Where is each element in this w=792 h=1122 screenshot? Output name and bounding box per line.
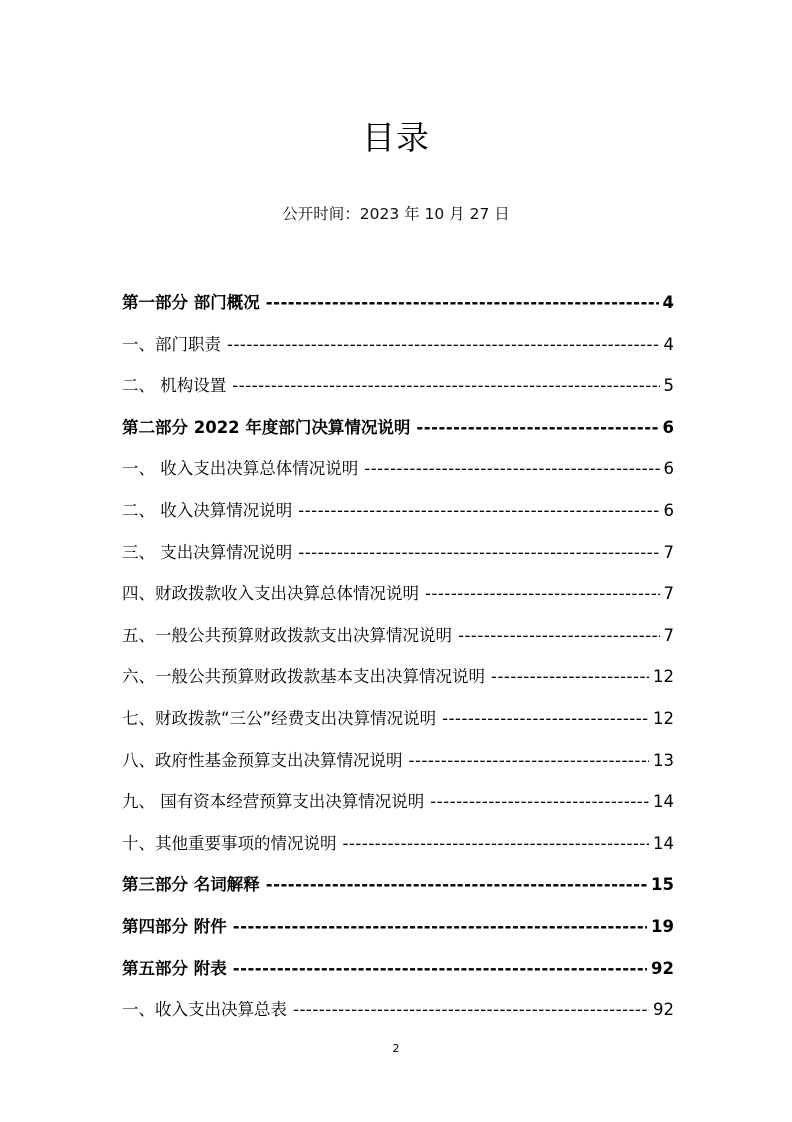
toc-entry-label: 九、 国有资本经营预算支出决算情况说明	[122, 792, 425, 812]
page-number: 2	[392, 1042, 400, 1055]
toc-leader	[298, 496, 659, 526]
toc-leader	[491, 662, 649, 692]
toc-entry-label: 十、其他重要事项的情况说明	[122, 833, 337, 853]
toc-entry-label: 八、政府性基金预算支出决算情况说明	[122, 750, 403, 770]
toc-entry-page: 7	[663, 542, 674, 562]
toc-entry[interactable]	[122, 621, 674, 663]
toc-leader	[298, 538, 659, 568]
toc-entry-page: 6	[662, 417, 674, 437]
toc-entry[interactable]	[122, 954, 674, 996]
toc-entry-page: 14	[653, 792, 674, 812]
toc-leader	[458, 621, 660, 651]
toc-entry-label: 一、部门职责	[122, 334, 221, 354]
toc-entry-label: 二、 机构设置	[122, 376, 227, 396]
toc-entry-label: 一、收入支出决算总表	[122, 1000, 287, 1020]
toc-entry[interactable]	[122, 413, 674, 455]
toc-entry-page: 14	[653, 833, 674, 853]
toc-entry[interactable]	[122, 371, 674, 413]
toc-entry-page: 92	[651, 958, 674, 978]
toc-entry[interactable]	[122, 787, 674, 829]
toc-leader	[343, 829, 650, 859]
toc-entry-page: 6	[663, 459, 674, 479]
toc-entry-page: 12	[653, 667, 674, 687]
toc-leader	[232, 371, 659, 401]
toc-entry-page: 15	[651, 875, 674, 895]
toc-entry-page: 7	[663, 584, 674, 604]
toc-entry[interactable]	[122, 288, 674, 330]
toc-entry-label: 第四部分 附件	[122, 916, 227, 936]
toc-entry-label: 第五部分 附表	[122, 958, 227, 978]
toc-leader	[293, 995, 649, 1025]
toc-entry[interactable]	[122, 912, 674, 954]
toc-entry-page: 92	[653, 1000, 674, 1020]
toc-leader	[266, 870, 647, 900]
toc-leader	[425, 579, 660, 609]
toc-entry-page: 7	[663, 625, 674, 645]
page-title: 目录	[362, 118, 430, 158]
toc-entry[interactable]	[122, 704, 674, 746]
toc-leader	[442, 704, 649, 734]
toc-entry[interactable]	[122, 662, 674, 704]
toc-entry[interactable]	[122, 746, 674, 788]
toc-leader	[227, 330, 660, 360]
toc-leader	[416, 413, 658, 443]
toc-entry[interactable]	[122, 579, 674, 621]
toc-entry-label: 七、财政拨款“三公”经费支出决算情况说明	[122, 708, 437, 728]
toc-entry-label: 第一部分 部门概况	[122, 293, 260, 312]
toc-entry-page: 4	[662, 293, 674, 312]
toc-entry[interactable]	[122, 829, 674, 871]
toc-entry-page: 5	[663, 376, 674, 396]
toc-entry-page: 12	[653, 708, 674, 728]
toc-entry[interactable]	[122, 538, 674, 580]
toc-entry[interactable]	[122, 995, 674, 1037]
toc-leader	[430, 787, 649, 817]
toc-entry-label: 一、 收入支出决算总体情况说明	[122, 459, 359, 479]
toc-entry-page: 6	[663, 500, 674, 520]
toc-entry-page: 4	[663, 334, 674, 354]
toc-entry-page: 19	[651, 916, 674, 936]
toc-entry[interactable]	[122, 870, 674, 912]
toc-entry[interactable]	[122, 330, 674, 372]
toc-leader	[364, 454, 659, 484]
toc-entry-label: 第二部分 2022 年度部门决算情况说明	[122, 417, 411, 437]
toc-leader	[409, 746, 650, 776]
toc-entry-label: 四、财政拨款收入支出决算总体情况说明	[122, 584, 419, 604]
toc-entry[interactable]	[122, 496, 674, 538]
table-of-contents	[122, 288, 674, 1037]
toc-leader	[233, 912, 647, 942]
toc-entry-label: 三、 支出决算情况说明	[122, 542, 293, 562]
toc-leader	[233, 954, 647, 984]
publish-date: 公开时间：2023 年 10 月 27 日	[282, 205, 510, 223]
toc-entry-label: 五、一般公共预算财政拨款支出决算情况说明	[122, 625, 452, 645]
toc-entry[interactable]	[122, 454, 674, 496]
toc-entry-page: 13	[653, 750, 674, 770]
toc-entry-label: 第三部分 名词解释	[122, 875, 260, 895]
toc-leader	[266, 288, 659, 318]
toc-entry-label: 六、一般公共预算财政拨款基本支出决算情况说明	[122, 667, 485, 687]
toc-entry-label: 二、 收入决算情况说明	[122, 500, 293, 520]
